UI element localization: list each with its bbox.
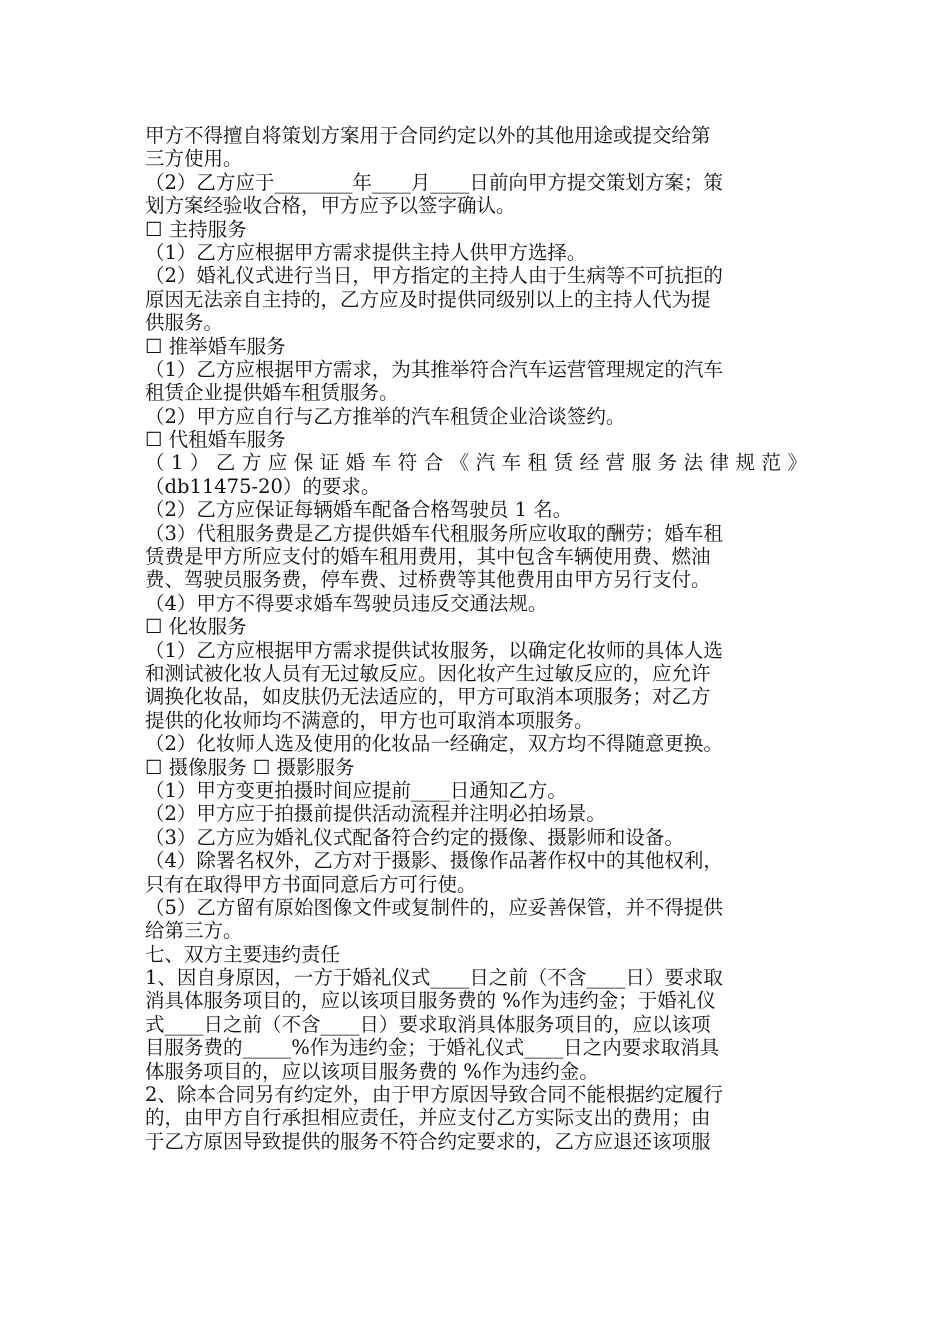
text-line: 于乙方原因导致提供的服务不符合约定要求的，乙方应退还该项服 xyxy=(145,1129,711,1153)
text-line: （1）乙方应保证婚车符合《汽车租赁经营服务法律规范》 xyxy=(145,451,807,475)
text-line: 租赁企业提供婚车租赁服务。 xyxy=(145,381,399,405)
text-line: 体服务项目的，应以该项目服务费的 %作为违约金。 xyxy=(145,1059,599,1083)
text-line: （2）乙方应于________年____月____日前向甲方提交策划方案；策 xyxy=(145,170,723,194)
section-heading: 七、双方主要违约责任 xyxy=(145,942,341,966)
text-line: 只有在取得甲方书面同意后方可行使。 xyxy=(145,872,477,896)
text-line: 原因无法亲自主持的，乙方应及时提供同级别以上的主持人代为提 xyxy=(145,287,711,311)
text-line: （4）除署名权外，乙方对于摄影、摄像作品著作权中的其他权利， xyxy=(145,849,723,873)
text-line: （1）甲方变更拍摄时间应提前____日通知乙方。 xyxy=(145,778,567,802)
text-line: 三方使用。 xyxy=(145,147,243,171)
text-line: （5）乙方留有原始图像文件或复制件的，应妥善保管，并不得提供 xyxy=(145,895,723,919)
section-heading: ☐ 主持服务 xyxy=(145,217,247,241)
text-line: 赁费是甲方所应支付的婚车租用费用，其中包含车辆使用费、燃油 xyxy=(145,545,711,569)
text-line: 甲方不得擅自将策划方案用于合同约定以外的其他用途或提交给第 xyxy=(145,124,711,147)
text-line: （3）乙方应为婚礼仪式配备符合约定的摄像、摄影师和设备。 xyxy=(145,825,684,849)
text-line: 给第三方。 xyxy=(145,919,243,943)
text-line: 提供的化妆师均不满意的，甲方也可取消本项服务。 xyxy=(145,708,594,732)
text-line: （2）乙方应保证每辆婚车配备合格驾驶员 1 名。 xyxy=(145,498,573,522)
text-line: （3）代租服务费是乙方提供婚车代租服务所应收取的酬劳；婚车租 xyxy=(145,521,723,545)
text-line: 消具体服务项目的，应以该项目服务费的 %作为违约金；于婚礼仪 xyxy=(145,989,716,1013)
text-line: 目服务费的_____%作为违约金；于婚礼仪式____日之内要求取消具 xyxy=(145,1036,720,1060)
text-line: （2）甲方应自行与乙方推举的汽车租赁企业洽谈签约。 xyxy=(145,404,626,428)
section-heading: ☐ 化妆服务 xyxy=(145,615,247,639)
text-line: 费、驾驶员服务费，停车费、过桥费等其他费用由甲方另行支付。 xyxy=(145,568,711,592)
section-heading: ☐ 代租婚车服务 xyxy=(145,428,286,452)
text-line: 划方案经验收合格，甲方应予以签字确认。 xyxy=(145,194,516,218)
text-line: （1）乙方应根据甲方需求提供主持人供甲方选择。 xyxy=(145,240,587,264)
text-line: 2、除本合同另有约定外，由于甲方原因导致合同不能根据约定履行 xyxy=(145,1083,723,1107)
section-heading: ☐ 摄像服务 ☐ 摄影服务 xyxy=(145,755,355,779)
section-heading: ☐ 推举婚车服务 xyxy=(145,334,286,358)
text-line: （2）甲方应于拍摄前提供活动流程并注明必拍场景。 xyxy=(145,802,606,826)
text-line: 1、因自身原因，一方于婚礼仪式____日之前（不含____日）要求取 xyxy=(145,966,723,990)
text-line: （2）婚礼仪式进行当日，甲方指定的主持人由于生病等不可抗拒的 xyxy=(145,264,723,288)
text-line: （1）乙方应根据甲方需求提供试妆服务，以确定化妆师的具体人选 xyxy=(145,638,723,662)
text-line: 式____日之前（不含____日）要求取消具体服务项目的，应以该项 xyxy=(145,1012,711,1036)
text-line: 的，由甲方自行承担相应责任，并应支付乙方实际支出的费用；由 xyxy=(145,1106,711,1130)
text-line: （db11475-20）的要求。 xyxy=(145,474,381,498)
text-line: （4）甲方不得要求婚车驾驶员违反交通法规。 xyxy=(145,591,548,615)
text-line: （1）乙方应根据甲方需求，为其推举符合汽车运营管理规定的汽车 xyxy=(145,357,723,381)
document-page xyxy=(145,124,807,1153)
text-line: 调换化妆品，如皮肤仍无法适应的，甲方可取消本项服务；对乙方 xyxy=(145,685,711,709)
text-line: （2）化妆师人选及使用的化妆品一经确定，双方均不得随意更换。 xyxy=(145,732,723,756)
text-line: 和测试被化妆人员有无过敏反应。因化妆产生过敏反应的，应允许 xyxy=(145,661,711,685)
text-line: 供服务。 xyxy=(145,311,224,335)
